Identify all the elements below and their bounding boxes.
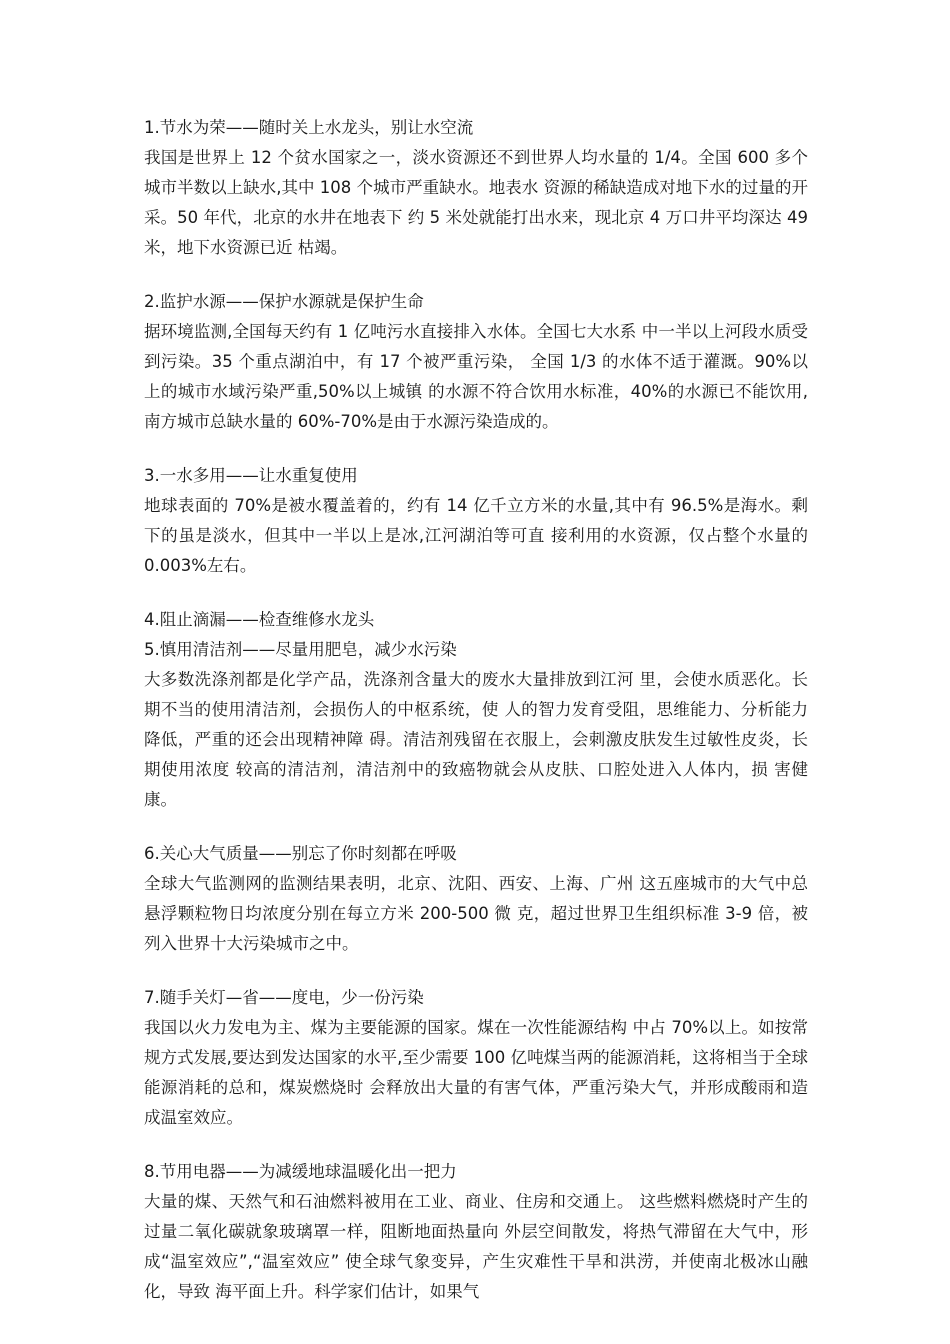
section-heading: 8.节用电器——为减缓地球温暖化出一把力 xyxy=(144,1162,457,1181)
section-body: 我国是世界上 12 个贫水国家之一，淡水资源还不到世界人均水量的 1/4。全国 600 多个城市半数以上缺水,其中 108 个城市严重缺水。地表水 资源的稀缺造成对地下水的过量的开采。50 年代，北京的水井在地表下 约 5 米处就能打出水来，现北京 4 万口井平均深达 49 米，地下水资源已近 枯竭。 xyxy=(144,148,808,257)
section-heading: 3.一水多用——让水重复使用 xyxy=(144,466,358,485)
section-heading: 1.节水为荣——随时关上水龙头，别让水空流 xyxy=(144,118,474,137)
section-heading: 5.慎用清洁剂——尽量用肥皂，减少水污染 xyxy=(144,640,457,659)
section-air-quality xyxy=(144,839,808,959)
section-water-reuse xyxy=(144,461,808,581)
document-page xyxy=(144,113,808,1307)
section-body: 大量的煤、天然气和石油燃料被用在工业、商业、住房和交通上。 这些燃料燃烧时产生的过量二氧化碳就象玻璃罩一样，阻断地面热量向 外层空间散发，将热气滞留在大气中，形成“温室效应”,“温室效应” 使全球气象变异，产生灾难性干旱和洪涝，并使南北极冰山融化，导致 海平面上升。科学家们估计，如果气 xyxy=(144,1192,808,1301)
section-save-appliances xyxy=(144,1157,808,1307)
section-stop-leaks xyxy=(144,605,808,635)
section-heading: 6.关心大气质量——别忘了你时刻都在呼吸 xyxy=(144,844,457,863)
section-body: 据环境监测,全国每天约有 1 亿吨污水直接排入水体。全国七大水系 中一半以上河段水质受到污染。35 个重点湖泊中，有 17 个被严重污染， 全国 1/3 的水体不适于灌溉。90%以上的城市水域污染严重,50%以上城镇 的水源不符合饮用水标准，40%的水源已不能饮用,南方城市总缺水量的 60%-70%是由于水源污染造成的。 xyxy=(144,322,808,431)
section-body: 大多数洗涤剂都是化学产品，洗涤剂含量大的废水大量排放到江河 里，会使水质恶化。长期不当的使用清洁剂，会损伤人的中枢系统，使 人的智力发育受阻，思维能力、分析能力降低，严重的还会出现精神障 碍。清洁剂残留在衣服上，会刺激皮肤发生过敏性皮炎，长期使用浓度 较高的清洁剂，清洁剂中的致癌物就会从皮肤、口腔处进入人体内，损 害健康。 xyxy=(144,670,808,809)
section-body: 地球表面的 70%是被水覆盖着的，约有 14 亿千立方米的水量,其中有 96.5%是海水。剩下的虽是淡水，但其中一半以上是冰,江河湖泊等可直 接利用的水资源，仅占整个水量的 0.003%左右。 xyxy=(144,496,808,575)
section-heading: 4.阻止滴漏——检查维修水龙头 xyxy=(144,610,375,629)
section-turn-off-lights xyxy=(144,983,808,1133)
section-body: 我国以火力发电为主、煤为主要能源的国家。煤在一次性能源结构 中占 70%以上。如按常规方式发展,要达到发达国家的水平,至少需要 100 亿吨煤当两的能源消耗，这将相当于全球能源消耗的总和，煤炭燃烧时 会释放出大量的有害气体，严重污染大气，并形成酸雨和造成温室效应。 xyxy=(144,1018,808,1127)
section-heading: 2.监护水源——保护水源就是保护生命 xyxy=(144,292,424,311)
section-water-source xyxy=(144,287,808,437)
section-detergent xyxy=(144,635,808,815)
section-water-saving xyxy=(144,113,808,263)
section-body: 全球大气监测网的监测结果表明，北京、沈阳、西安、上海、广州 这五座城市的大气中总悬浮颗粒物日均浓度分别在每立方米 200-500 微 克，超过世界卫生组织标准 3-9 倍，被列入世界十大污染城市之中。 xyxy=(144,874,808,953)
section-heading: 7.随手关灯—省——度电，少一份污染 xyxy=(144,988,424,1007)
